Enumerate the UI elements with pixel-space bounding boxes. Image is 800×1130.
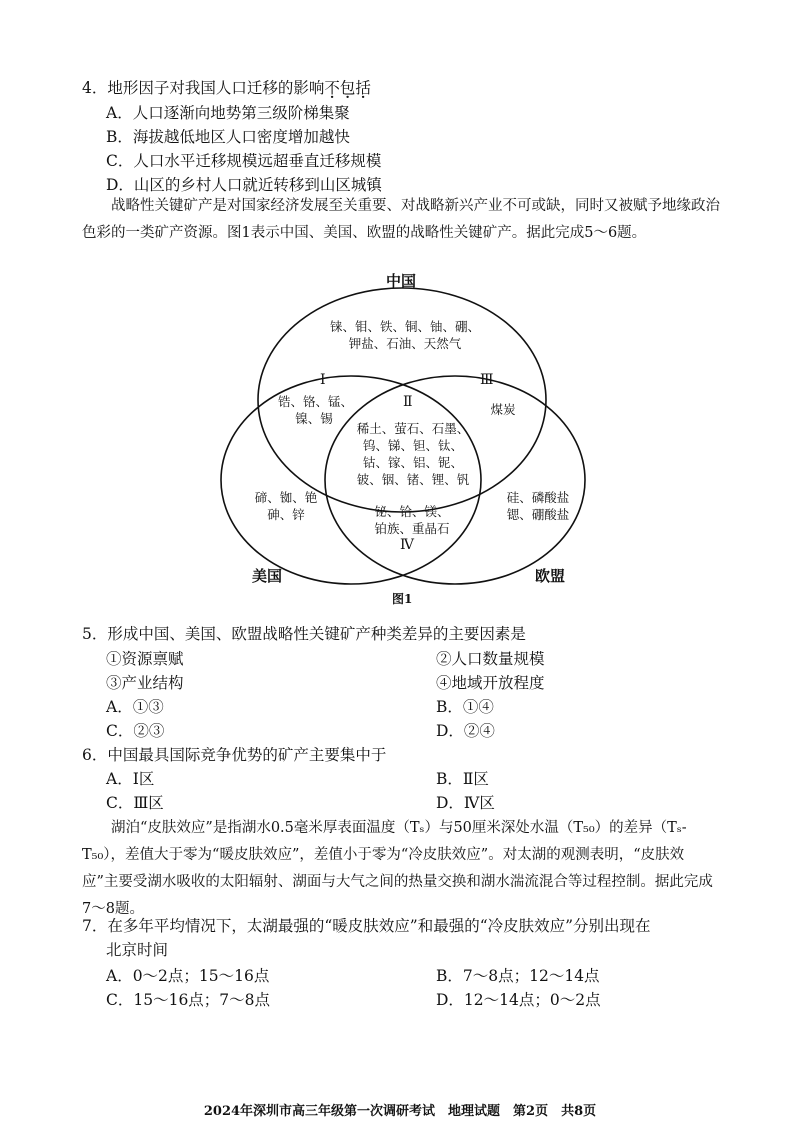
region-zone-3: 煤炭 xyxy=(490,402,516,417)
q4-option-a: A．人口逐渐向地势第三级阶梯集聚 xyxy=(106,104,350,122)
q4-option-d: D．山区的乡村人口就近转移到山区城镇 xyxy=(106,176,382,194)
region-zone-2: 稀土、萤石、石墨、 钨、锑、钽、钛、 钴、镓、铝、铌、 铍、铟、锗、锂、钒 xyxy=(356,421,470,487)
q4-option-b: B．海拔越低地区人口密度增加越快 xyxy=(106,128,350,146)
q5-item-4: ④地域开放程度 xyxy=(436,674,545,692)
q5-item-2: ②人口数量规模 xyxy=(436,650,545,668)
q5-stem: 5．形成中国、美国、欧盟战略性关键矿产种类差异的主要因素是 xyxy=(82,625,526,643)
q7-stem-line1: 7．在多年平均情况下，太湖最强的“暖皮肤效应”和最强的“冷皮肤效应”分别出现在 xyxy=(82,917,651,935)
q4-stem: 4．地形因子对我国人口迁移的影响不包括 xyxy=(82,79,371,97)
passage-strategic-minerals: 战略性关键矿产是对国家经济发展至关重要、对战略新兴产业不可或缺，同时又被赋予地缘政治色彩的一类矿产资源。图1表示中国、美国、欧盟的战略性关键矿产。据此完成5～6题。 xyxy=(82,198,720,241)
label-china: 中国 xyxy=(386,272,417,290)
q4-option-c: C．人口水平迁移规模远超垂直迁移规模 xyxy=(106,152,382,170)
q7-option-d: D．12～14点；0～2点 xyxy=(436,991,601,1009)
q4-emphasis: 不包括 xyxy=(324,79,371,97)
region-zone-4: 铋、铪、镁、 铂族、重晶石 xyxy=(374,504,450,536)
q6-option-d: D．Ⅳ区 xyxy=(436,794,495,812)
label-eu: 欧盟 xyxy=(535,567,566,585)
q7-stem-line2: 北京时间 xyxy=(106,941,169,959)
q5-item-3: ③产业结构 xyxy=(106,674,184,692)
q5-option-a: A．①③ xyxy=(106,698,164,716)
figure-caption: 图1 xyxy=(392,592,413,606)
label-usa: 美国 xyxy=(252,567,283,585)
q7-option-c: C．15～16点；7～8点 xyxy=(106,991,271,1009)
q5-item-1: ①资源禀赋 xyxy=(106,650,184,668)
q5-option-d: D．②④ xyxy=(436,722,495,740)
passage-skin-effect: 湖泊“皮肤效应”是指湖水0.5毫米厚表面温度（Tₛ）与50厘米深处水温（T₅₀）的差异（Tₛ-T₅₀），差值大于零为“暖皮肤效应”，差值小于零为“冷皮肤效应”。对太湖的观测表明，“皮肤效应”主要受湖水吸收的太阳辐射、湖面与大气之间的热量交换和湖水湍流混合等过程控制。据此完成7～8题。 xyxy=(82,820,713,917)
region-zone-1: 锆、铬、锰、 镍、锡 xyxy=(278,394,354,426)
q6-option-a: A．Ⅰ区 xyxy=(106,770,155,788)
q7-option-a: A．0～2点；15～16点 xyxy=(106,967,270,985)
page-footer: 2024年深圳市高三年级第一次调研考试 地理试题 第2页 共8页 xyxy=(203,1104,597,1119)
roman-zone-3: Ⅲ xyxy=(480,372,494,388)
q7-option-b: B．7～8点；12～14点 xyxy=(436,967,600,985)
roman-zone-4: Ⅳ xyxy=(400,537,414,553)
region-china-only: 铼、钼、铁、铜、铀、硼、 钾盐、石油、天然气 xyxy=(329,319,480,351)
q5-option-b: B．①④ xyxy=(436,698,494,716)
roman-zone-1: Ⅰ xyxy=(320,372,326,388)
region-usa-only: 碲、铷、铯 砷、锌 xyxy=(254,490,318,522)
q6-option-b: B．Ⅱ区 xyxy=(436,770,489,788)
roman-zone-2: Ⅱ xyxy=(403,394,413,410)
q5-option-c: C．②③ xyxy=(106,722,165,740)
q6-stem: 6．中国最具国际竞争优势的矿产主要集中于 xyxy=(82,746,387,764)
q6-option-c: C．Ⅲ区 xyxy=(106,794,164,812)
region-eu-only: 硅、磷酸盐 锶、硼酸盐 xyxy=(506,490,570,522)
